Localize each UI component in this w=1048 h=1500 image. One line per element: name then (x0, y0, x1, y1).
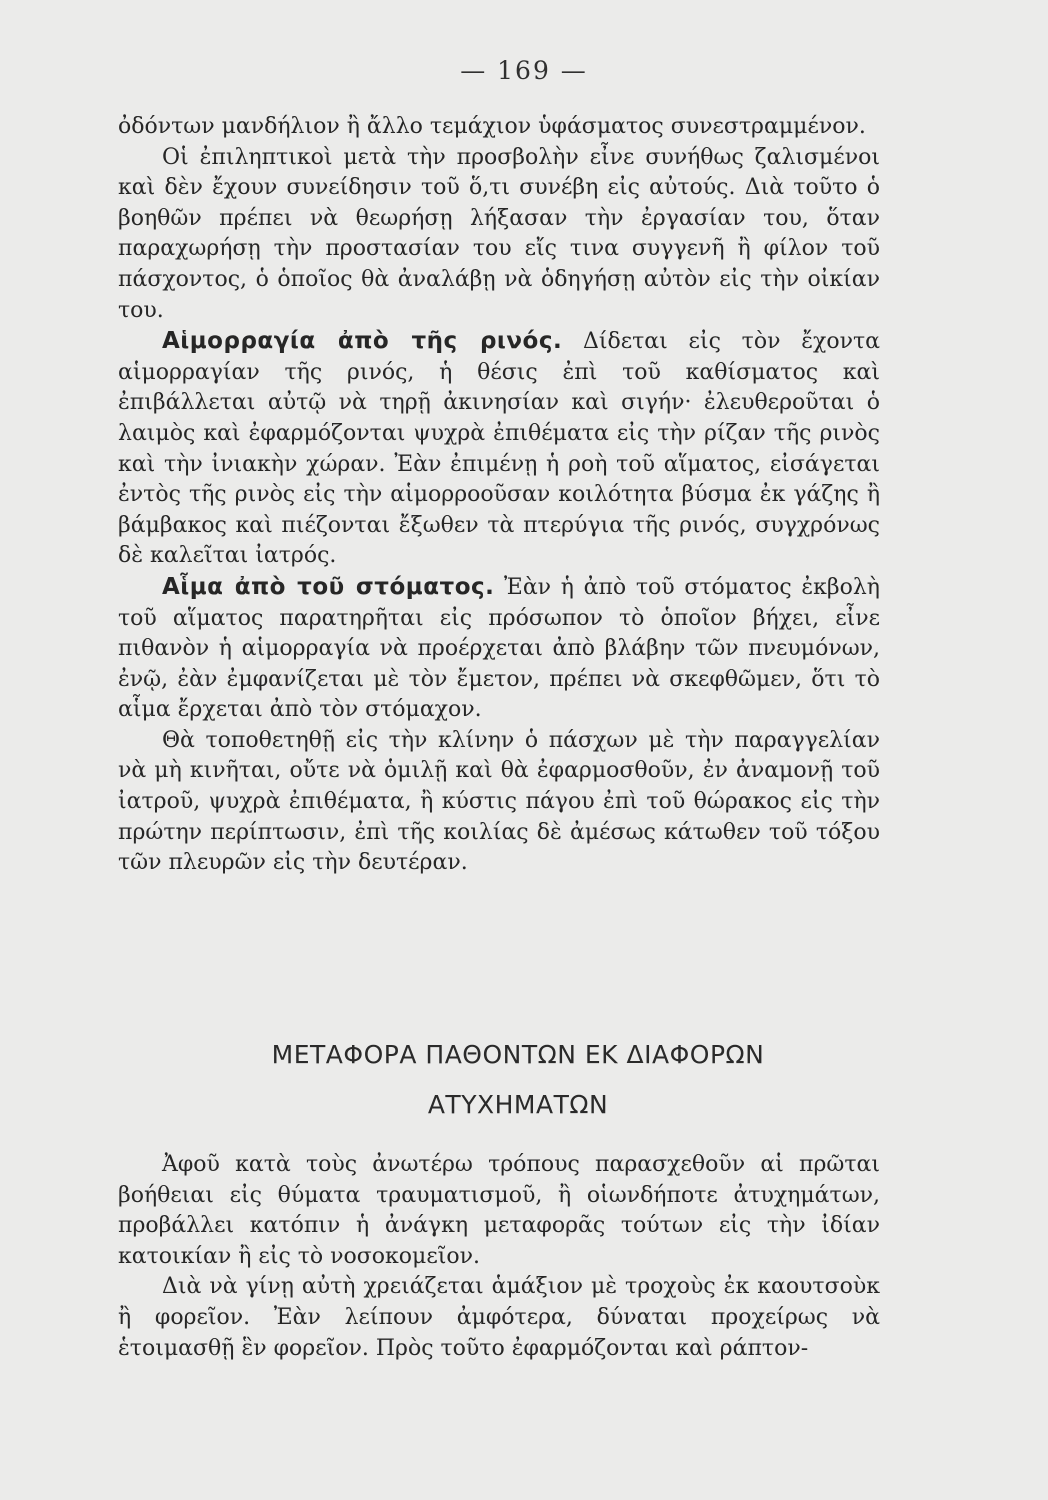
paragraph-treatment: Θὰ τοποθετηθῇ εἰς τὴν κλίνην ὁ πάσχων μὲ τὴν παραγγελίαν νὰ μὴ κινῆται, οὔτε νὰ ὁμιλῇ καὶ θὰ ἐφαρμοσθοῦν, ἐν ἀναμονῇ τοῦ ἰατροῦ, ψυχρὰ ἐπιθέματα, ἢ κύστις πάγου ἐπὶ τοῦ θώρακος εἰς τὴν πρώτην περίπτωσιν, ἐπὶ τῆς κοιλίας δὲ ἀμέσως κάτωθεν τοῦ τόξου τῶν πλευρῶν εἰς τὴν δευτέραν. (118, 727, 880, 876)
section-title-line1: ΜΕΤΑΦΟΡΑ ΠΑΘΟΝΤΩΝ ΕΚ ΔΙΑΦΟΡΩΝ (271, 1040, 765, 1069)
mouth-bleeding-text: Ἐὰν ἡ ἀπὸ τοῦ στόματος ἐκβολὴ τοῦ αἵματος παρατηρῆται εἰς πρόσωπον τὸ ὁποῖον βήχει, εἶνε πιθανὸν ἡ αἱμορραγία νὰ προέρχεται ἀπὸ βλάβην τῶν πνευμόνων, ἐνῷ, ἐὰν ἐμφανίζεται μὲ τὸν ἔμετον, πρέπει νὰ σκεφθῶμεν, ὅτι τὸ αἷμα ἔρχεται ἀπὸ τὸν στόμαχον. (118, 574, 880, 723)
paragraph-stretcher: Διὰ νὰ γίνῃ αὐτὴ χρειάζεται ἁμάξιον μὲ τροχοὺς ἐκ καουτσοὺκ ἢ φορεῖον. Ἐὰν λείπουν ἀμφότερα, δύναται προχείρως νὰ ἑτοιμασθῇ ἓν φορεῖον. Πρὸς τοῦτο ἐφαρμόζονται καὶ ράπτον- (118, 1274, 880, 1361)
heading-mouth-bleeding: Αἷμα ἀπὸ τοῦ στόματος. (162, 573, 495, 600)
paragraph-transport-need: Ἀφοῦ κατὰ τοὺς ἀνωτέρω τρόπους παρασχεθοῦν αἱ πρῶται βοήθειαι εἰς θύματα τραυματισμοῦ, ἢ οἱωνδήποτε ἀτυχημάτων, προβάλλει κατόπιν ἡ ἀνάγκη μεταφορᾶς τούτων εἰς τὴν ἰδίαν κατοικίαν ἢ εἰς τὸ νοσοκομεῖον. (118, 1152, 880, 1269)
section-title (118, 1030, 918, 1130)
paragraph-nosebleed (118, 326, 880, 572)
body-text (118, 112, 880, 879)
nosebleed-text: Δίδεται εἰς τὸν ἔχοντα αἱμορραγίαν τῆς ρινός, ἡ θέσις ἐπὶ τοῦ καθίσματος καὶ ἐπιβάλλεται αὐτῷ νὰ τηρῇ ἀκινησίαν καὶ σιγήν· ἐλευθεροῦται ὁ λαιμὸς καὶ ἐφαρμόζονται ψυχρὰ ἐπιθέματα εἰς τὴν ρίζαν τῆς ρινὸς καὶ τὴν ἰνιακὴν χώραν. Ἐὰν ἐπιμένῃ ἡ ροὴ τοῦ αἵματος, εἰσάγεται ἐντὸς τῆς ρινὸς εἰς τὴν αἱμορροοῦσαν κοιλότητα βύσμα ἐκ γάζης ἢ βάμβακος καὶ πιέζονται ἔξωθεν τὰ πτερύγια τῆς ρινός, συγχρόνως δὲ καλεῖται ἰατρός. (118, 329, 880, 569)
section-title-line2: ΑΤΥΧΗΜΑΤΩΝ (427, 1090, 609, 1119)
page-number: — 169 — (460, 56, 588, 85)
paragraph-mouth-bleeding (118, 572, 880, 726)
section-body-text (118, 1150, 880, 1364)
paragraph-continuation: ὀδόντων μανδήλιον ἢ ἄλλο τεμάχιον ὑφάσματος συνεστραμμένον. (118, 114, 866, 139)
paragraph-epileptics: Οἱ ἐπιληπτικοὶ μετὰ τὴν προσβολὴν εἶνε συνήθως ζαλισμένοι καὶ δὲν ἔχουν συνείδησιν τοῦ ὅ,τι συνέβη εἰς αὐτούς. Διὰ τοῦτο ὁ βοηθῶν πρέπει νὰ θεωρήσῃ λήξασαν τὴν ἐργασίαν του, ὅταν παραχωρήσῃ τὴν προστασίαν του εἴς τινα συγγενῆ ἢ φίλον τοῦ πάσχοντος, ὁ ὁποῖος θὰ ἀναλάβῃ νὰ ὁδηγήσῃ αὐτὸν εἰς τὴν οἰκίαν του. (118, 144, 880, 323)
heading-nosebleed: Αἱμορραγία ἀπὸ τῆς ρινός. (162, 328, 563, 355)
